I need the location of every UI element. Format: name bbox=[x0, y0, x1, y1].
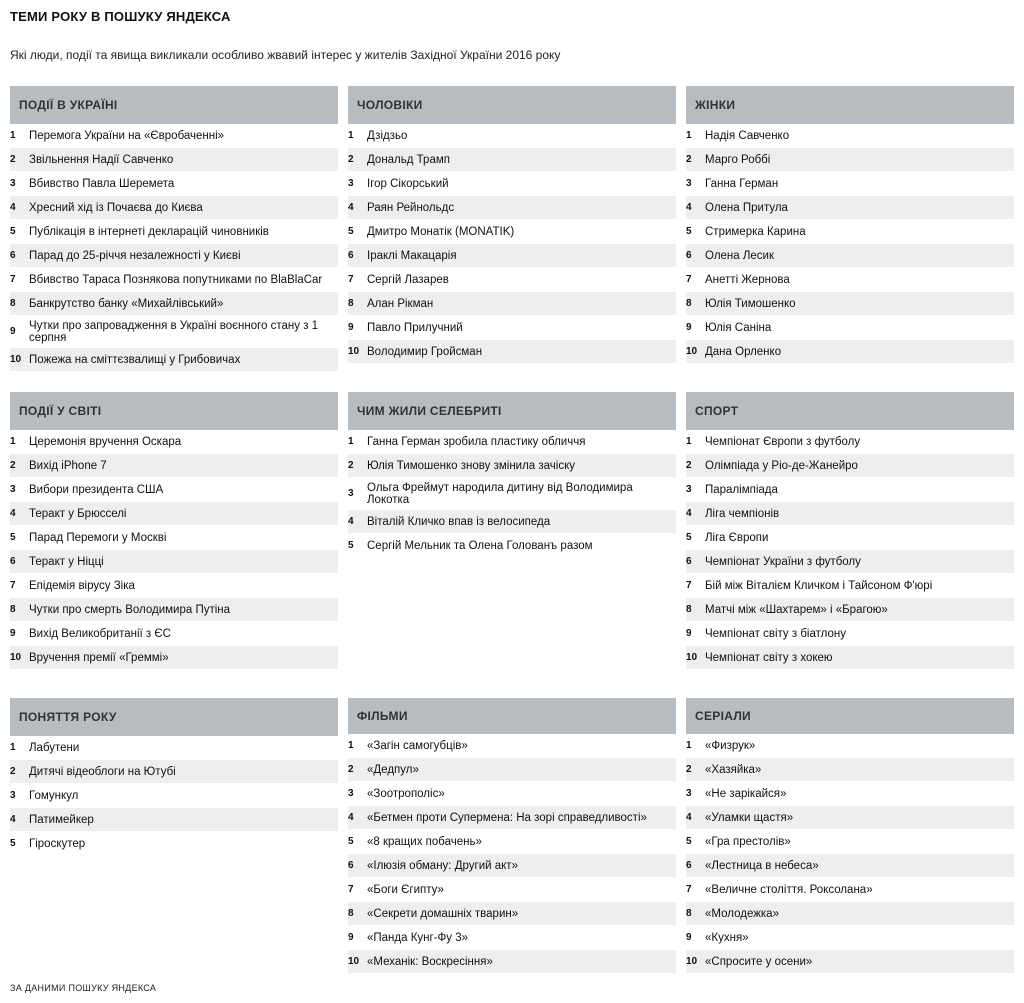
item-label: Ганна Герман bbox=[705, 177, 779, 190]
item-label: Анетті Жернова bbox=[705, 273, 790, 286]
item-label: «Боги Єгипту» bbox=[367, 883, 444, 896]
item-label: «Дедпул» bbox=[367, 763, 419, 776]
page-title: ТЕМИ РОКУ В ПОШУКУ ЯНДЕКСА bbox=[10, 9, 231, 24]
item-label: Вихід Великобританії з ЄС bbox=[29, 627, 171, 640]
item-label: «8 кращих побачень» bbox=[367, 835, 482, 848]
rank-number: 1 bbox=[10, 742, 16, 753]
list-item bbox=[686, 854, 1014, 878]
rank-number: 7 bbox=[348, 274, 354, 285]
item-label: Юлія Тимошенко знову змінила зачіску bbox=[367, 459, 576, 472]
list-item bbox=[686, 622, 1014, 646]
topic-panel bbox=[348, 392, 676, 688]
list-item bbox=[348, 244, 676, 268]
list-item bbox=[348, 806, 676, 830]
list-item bbox=[10, 268, 338, 292]
rank-number: 9 bbox=[348, 322, 354, 333]
rank-number: 10 bbox=[10, 652, 22, 663]
rank-number: 2 bbox=[348, 764, 354, 775]
item-label: Олена Лесик bbox=[705, 249, 775, 262]
list-item bbox=[348, 878, 676, 902]
list-item bbox=[686, 478, 1014, 502]
item-label: Пожежа на сміттєзвалищі у Грибовичах bbox=[29, 353, 241, 366]
list-item bbox=[348, 340, 676, 364]
list-item bbox=[10, 784, 338, 808]
ranking-list bbox=[10, 430, 338, 670]
ranking-list bbox=[686, 734, 1014, 974]
rank-number: 10 bbox=[348, 346, 360, 357]
item-label: Вихід iPhone 7 bbox=[29, 459, 107, 472]
item-label: Алан Рікман bbox=[367, 297, 434, 310]
list-item bbox=[686, 172, 1014, 196]
list-item bbox=[686, 950, 1014, 974]
item-label: Надія Савченко bbox=[705, 129, 790, 142]
list-item bbox=[348, 148, 676, 172]
rank-number: 7 bbox=[348, 884, 354, 895]
item-label: Чутки про запровадження в Україні воєнного стану з 1 серпня bbox=[29, 319, 319, 344]
item-label: Дзідзьо bbox=[367, 129, 408, 142]
item-label: Банкрутство банку «Михайлівський» bbox=[29, 297, 224, 310]
rank-number: 3 bbox=[686, 788, 692, 799]
list-item bbox=[10, 478, 338, 502]
item-label: Дональд Трамп bbox=[367, 153, 450, 166]
list-item bbox=[686, 830, 1014, 854]
list-item bbox=[686, 782, 1014, 806]
item-label: «Бетмен проти Супермена: На зорі справедливості» bbox=[367, 811, 647, 824]
list-item bbox=[686, 340, 1014, 364]
list-item bbox=[10, 760, 338, 784]
item-label: Сергій Лазарев bbox=[367, 273, 449, 286]
list-item bbox=[686, 758, 1014, 782]
rank-number: 4 bbox=[10, 814, 16, 825]
list-item bbox=[10, 124, 338, 148]
rank-number: 1 bbox=[348, 436, 354, 447]
rank-number: 2 bbox=[348, 460, 354, 471]
rank-number: 1 bbox=[686, 740, 692, 751]
item-label: Віталій Кличко впав із велосипеда bbox=[367, 515, 551, 528]
item-label: Ліга Європи bbox=[705, 531, 769, 544]
rank-number: 4 bbox=[686, 202, 692, 213]
list-item bbox=[348, 902, 676, 926]
rank-number: 6 bbox=[686, 556, 692, 567]
item-label: Чемпіонат світу з біатлону bbox=[705, 627, 846, 640]
item-label: «Секрети домашніх тварин» bbox=[367, 907, 519, 920]
rank-number: 2 bbox=[348, 154, 354, 165]
list-item bbox=[10, 550, 338, 574]
rank-number: 5 bbox=[10, 838, 16, 849]
panel-header: ПОНЯТТЯ РОКУ bbox=[10, 698, 338, 736]
list-item bbox=[686, 734, 1014, 758]
item-label: Теракт у Брюсселі bbox=[29, 507, 127, 520]
item-label: «Кухня» bbox=[705, 931, 749, 944]
rank-number: 6 bbox=[348, 250, 354, 261]
item-label: Парад Перемоги у Москві bbox=[29, 531, 167, 544]
topic-panel bbox=[348, 698, 676, 974]
rank-number: 8 bbox=[686, 298, 692, 309]
item-label: Матчі між «Шахтарем» і «Брагою» bbox=[705, 603, 888, 616]
list-item bbox=[10, 316, 338, 348]
rank-number: 1 bbox=[348, 130, 354, 141]
rank-number: 1 bbox=[348, 740, 354, 751]
item-label: Ліга чемпіонів bbox=[705, 507, 780, 520]
topic-panel bbox=[686, 86, 1014, 382]
rank-number: 4 bbox=[10, 202, 16, 213]
item-label: Ігор Сікорський bbox=[367, 177, 449, 190]
item-label: Публікація в інтернеті декларацій чиновників bbox=[29, 225, 269, 238]
list-item bbox=[348, 454, 676, 478]
rank-number: 6 bbox=[686, 860, 692, 871]
item-label: Дмитро Монатік (MONATIK) bbox=[367, 225, 515, 238]
item-label: Вбивство Тараса Познякова попутниками по BlaBlaCar bbox=[29, 273, 323, 286]
rank-number: 3 bbox=[348, 488, 354, 499]
list-item bbox=[348, 854, 676, 878]
rank-number: 4 bbox=[348, 812, 354, 823]
list-item bbox=[10, 832, 338, 856]
page-subtitle: Які люди, події та явища викликали особливо жвавий інтерес у жителів Західної України 2016 року bbox=[10, 48, 561, 62]
item-label: «Спросите у осени» bbox=[705, 955, 813, 968]
rank-number: 8 bbox=[10, 298, 16, 309]
rank-number: 1 bbox=[686, 130, 692, 141]
rank-number: 5 bbox=[10, 226, 16, 237]
list-item bbox=[686, 454, 1014, 478]
list-item bbox=[10, 430, 338, 454]
list-item bbox=[348, 510, 676, 534]
item-label: Парад до 25-річчя незалежності у Києві bbox=[29, 249, 241, 262]
rank-number: 3 bbox=[348, 788, 354, 799]
item-label: Чутки про смерть Володимира Путіна bbox=[29, 603, 231, 616]
list-item bbox=[348, 196, 676, 220]
rank-number: 3 bbox=[10, 178, 16, 189]
rank-number: 9 bbox=[10, 326, 16, 337]
list-item bbox=[348, 268, 676, 292]
topic-panel bbox=[10, 392, 338, 688]
list-item bbox=[10, 502, 338, 526]
item-label: Іраклі Макацарія bbox=[367, 249, 457, 262]
list-item bbox=[686, 806, 1014, 830]
rank-number: 8 bbox=[686, 604, 692, 615]
list-item bbox=[686, 196, 1014, 220]
rank-number: 3 bbox=[10, 790, 16, 801]
list-item bbox=[348, 430, 676, 454]
rank-number: 8 bbox=[686, 908, 692, 919]
item-label: Сергій Мельник та Олена Голованъ разом bbox=[367, 539, 593, 552]
topic-panel bbox=[10, 698, 338, 974]
rank-number: 6 bbox=[10, 250, 16, 261]
item-label: «Панда Кунг-Фу 3» bbox=[367, 931, 469, 944]
list-item bbox=[10, 808, 338, 832]
list-item bbox=[686, 220, 1014, 244]
rank-number: 7 bbox=[686, 274, 692, 285]
list-item bbox=[686, 902, 1014, 926]
list-item bbox=[348, 830, 676, 854]
topic-panel bbox=[348, 86, 676, 382]
item-label: Ганна Герман зробила пластику обличчя bbox=[367, 435, 586, 448]
rank-number: 2 bbox=[10, 460, 16, 471]
ranking-list bbox=[686, 124, 1014, 364]
rank-number: 3 bbox=[686, 484, 692, 495]
list-item bbox=[10, 148, 338, 172]
ranking-list bbox=[10, 736, 338, 856]
item-label: Паралімпіада bbox=[705, 483, 778, 496]
item-label: «Уламки щастя» bbox=[705, 811, 794, 824]
item-label: Павло Прилучний bbox=[367, 321, 463, 334]
list-item bbox=[348, 534, 676, 558]
item-label: «Зоотрополіс» bbox=[367, 787, 445, 800]
item-label: Володимир Гройсман bbox=[367, 345, 483, 358]
rank-number: 4 bbox=[348, 516, 354, 527]
list-item bbox=[348, 950, 676, 974]
list-item bbox=[10, 292, 338, 316]
topic-panel bbox=[686, 698, 1014, 974]
item-label: Олімпіада у Ріо-де-Жанейро bbox=[705, 459, 858, 472]
list-item bbox=[686, 598, 1014, 622]
list-item bbox=[686, 430, 1014, 454]
rank-number: 4 bbox=[10, 508, 16, 519]
item-label: Звільнення Надії Савченко bbox=[29, 153, 174, 166]
list-item bbox=[348, 734, 676, 758]
rank-number: 2 bbox=[686, 154, 692, 165]
list-item bbox=[348, 316, 676, 340]
list-item bbox=[10, 646, 338, 670]
item-label: Раян Рейнольдс bbox=[367, 201, 455, 214]
list-item bbox=[10, 220, 338, 244]
item-label: Дана Орленко bbox=[705, 345, 782, 358]
rank-number: 7 bbox=[686, 580, 692, 591]
list-item bbox=[686, 878, 1014, 902]
item-label: Олена Притула bbox=[705, 201, 788, 214]
rank-number: 10 bbox=[686, 346, 698, 357]
list-item bbox=[10, 196, 338, 220]
list-item bbox=[348, 220, 676, 244]
list-item bbox=[10, 622, 338, 646]
list-item bbox=[348, 782, 676, 806]
rank-number: 7 bbox=[10, 580, 16, 591]
topic-panel bbox=[10, 86, 338, 382]
rank-number: 6 bbox=[348, 860, 354, 871]
rank-number: 4 bbox=[686, 508, 692, 519]
item-label: Чемпіонат Європи з футболу bbox=[705, 435, 861, 448]
item-label: Перемога України на «Євробаченні» bbox=[29, 129, 225, 142]
list-item bbox=[686, 268, 1014, 292]
rank-number: 5 bbox=[10, 532, 16, 543]
rank-number: 5 bbox=[348, 836, 354, 847]
item-label: Гомункул bbox=[29, 789, 79, 802]
item-label: Марго Роббі bbox=[705, 153, 771, 166]
item-label: «Лестница в небеса» bbox=[705, 859, 819, 872]
list-item bbox=[348, 124, 676, 148]
panel-header: ФІЛЬМИ bbox=[348, 698, 676, 734]
rank-number: 3 bbox=[10, 484, 16, 495]
list-item bbox=[686, 502, 1014, 526]
rank-number: 2 bbox=[10, 154, 16, 165]
rank-number: 9 bbox=[348, 932, 354, 943]
list-item bbox=[686, 124, 1014, 148]
item-label: Чемпіонат світу з хокею bbox=[705, 651, 833, 664]
list-item bbox=[10, 598, 338, 622]
rank-number: 7 bbox=[10, 274, 16, 285]
list-item bbox=[10, 526, 338, 550]
item-label: Епідемія вірусу Зіка bbox=[29, 579, 135, 592]
rank-number: 6 bbox=[10, 556, 16, 567]
item-label: Церемонія вручення Оскара bbox=[29, 435, 182, 448]
list-item bbox=[686, 574, 1014, 598]
rank-number: 8 bbox=[348, 298, 354, 309]
panel-header: ПОДІЇ У СВІТІ bbox=[10, 392, 338, 430]
rank-number: 9 bbox=[686, 322, 692, 333]
item-label: Ольга Фреймут народила дитину від Володимира Локотка bbox=[367, 481, 633, 506]
list-item bbox=[686, 526, 1014, 550]
list-item bbox=[686, 550, 1014, 574]
topics-grid bbox=[10, 86, 1014, 974]
ranking-list bbox=[348, 124, 676, 364]
list-item bbox=[10, 736, 338, 760]
rank-number: 3 bbox=[348, 178, 354, 189]
item-label: Патимейкер bbox=[29, 813, 94, 826]
item-label: Вибори президента США bbox=[29, 483, 164, 496]
item-label: Гіроскутер bbox=[29, 837, 86, 850]
item-label: «Ілюзія обману: Другий акт» bbox=[367, 859, 518, 872]
list-item bbox=[686, 926, 1014, 950]
rank-number: 9 bbox=[686, 628, 692, 639]
panel-header: ПОДІЇ В УКРАЇНІ bbox=[10, 86, 338, 124]
list-item bbox=[348, 926, 676, 950]
ranking-list bbox=[686, 430, 1014, 670]
rank-number: 1 bbox=[10, 436, 16, 447]
list-item bbox=[686, 316, 1014, 340]
rank-number: 5 bbox=[686, 226, 692, 237]
item-label: «Физрук» bbox=[705, 739, 756, 752]
panel-header: СЕРІАЛИ bbox=[686, 698, 1014, 734]
rank-number: 1 bbox=[686, 436, 692, 447]
rank-number: 6 bbox=[686, 250, 692, 261]
rank-number: 5 bbox=[348, 540, 354, 551]
item-label: Юлія Саніна bbox=[705, 321, 772, 334]
item-label: Хресний хід із Почаєва до Києва bbox=[29, 201, 203, 214]
item-label: Юлія Тимошенко bbox=[705, 297, 796, 310]
rank-number: 1 bbox=[10, 130, 16, 141]
list-item bbox=[10, 348, 338, 372]
item-label: Теракт у Ніцці bbox=[29, 555, 104, 568]
rank-number: 4 bbox=[686, 812, 692, 823]
panel-header: ЧИМ ЖИЛИ СЕЛЕБРИТІ bbox=[348, 392, 676, 430]
item-label: «Хазяйка» bbox=[705, 763, 762, 776]
list-item bbox=[686, 646, 1014, 670]
item-label: Дитячі відеоблоги на Ютубі bbox=[29, 765, 176, 778]
rank-number: 8 bbox=[348, 908, 354, 919]
source-footer: ЗА ДАНИМИ ПОШУКУ ЯНДЕКСА bbox=[10, 983, 157, 993]
panel-header: ЖІНКИ bbox=[686, 86, 1014, 124]
item-label: Вручення премії «Греммі» bbox=[29, 651, 169, 664]
rank-number: 8 bbox=[10, 604, 16, 615]
rank-number: 2 bbox=[10, 766, 16, 777]
list-item bbox=[686, 148, 1014, 172]
panel-header: СПОРТ bbox=[686, 392, 1014, 430]
item-label: «Величне століття. Роксолана» bbox=[705, 883, 873, 896]
rank-number: 10 bbox=[686, 956, 698, 967]
rank-number: 5 bbox=[348, 226, 354, 237]
rank-number: 4 bbox=[348, 202, 354, 213]
rank-number: 10 bbox=[348, 956, 360, 967]
rank-number: 5 bbox=[686, 532, 692, 543]
rank-number: 10 bbox=[10, 354, 22, 365]
list-item bbox=[348, 292, 676, 316]
item-label: «Не зарікайся» bbox=[705, 787, 787, 800]
ranking-list bbox=[348, 734, 676, 974]
list-item bbox=[686, 244, 1014, 268]
item-label: Чемпіонат України з футболу bbox=[705, 555, 861, 568]
item-label: «Молодежка» bbox=[705, 907, 779, 920]
list-item bbox=[10, 454, 338, 478]
list-item bbox=[10, 244, 338, 268]
list-item bbox=[10, 172, 338, 196]
rank-number: 2 bbox=[686, 460, 692, 471]
rank-number: 3 bbox=[686, 178, 692, 189]
rank-number: 9 bbox=[10, 628, 16, 639]
item-label: Вбивство Павла Шеремета bbox=[29, 177, 175, 190]
rank-number: 2 bbox=[686, 764, 692, 775]
list-item bbox=[686, 292, 1014, 316]
item-label: Бій між Віталієм Кличком і Тайсоном Ф'юрі bbox=[705, 579, 933, 592]
item-label: Лабутени bbox=[29, 741, 80, 754]
item-label: Стримерка Карина bbox=[705, 225, 806, 238]
rank-number: 7 bbox=[686, 884, 692, 895]
ranking-list bbox=[10, 124, 338, 372]
rank-number: 5 bbox=[686, 836, 692, 847]
topic-panel bbox=[686, 392, 1014, 688]
panel-header: ЧОЛОВІКИ bbox=[348, 86, 676, 124]
list-item bbox=[348, 758, 676, 782]
list-item bbox=[348, 478, 676, 510]
rank-number: 10 bbox=[686, 652, 698, 663]
list-item bbox=[348, 172, 676, 196]
item-label: «Гра престолів» bbox=[705, 835, 791, 848]
item-label: «Механік: Воскресіння» bbox=[367, 955, 493, 968]
rank-number: 9 bbox=[686, 932, 692, 943]
list-item bbox=[10, 574, 338, 598]
ranking-list bbox=[348, 430, 676, 558]
item-label: «Загін самогубців» bbox=[367, 739, 468, 752]
